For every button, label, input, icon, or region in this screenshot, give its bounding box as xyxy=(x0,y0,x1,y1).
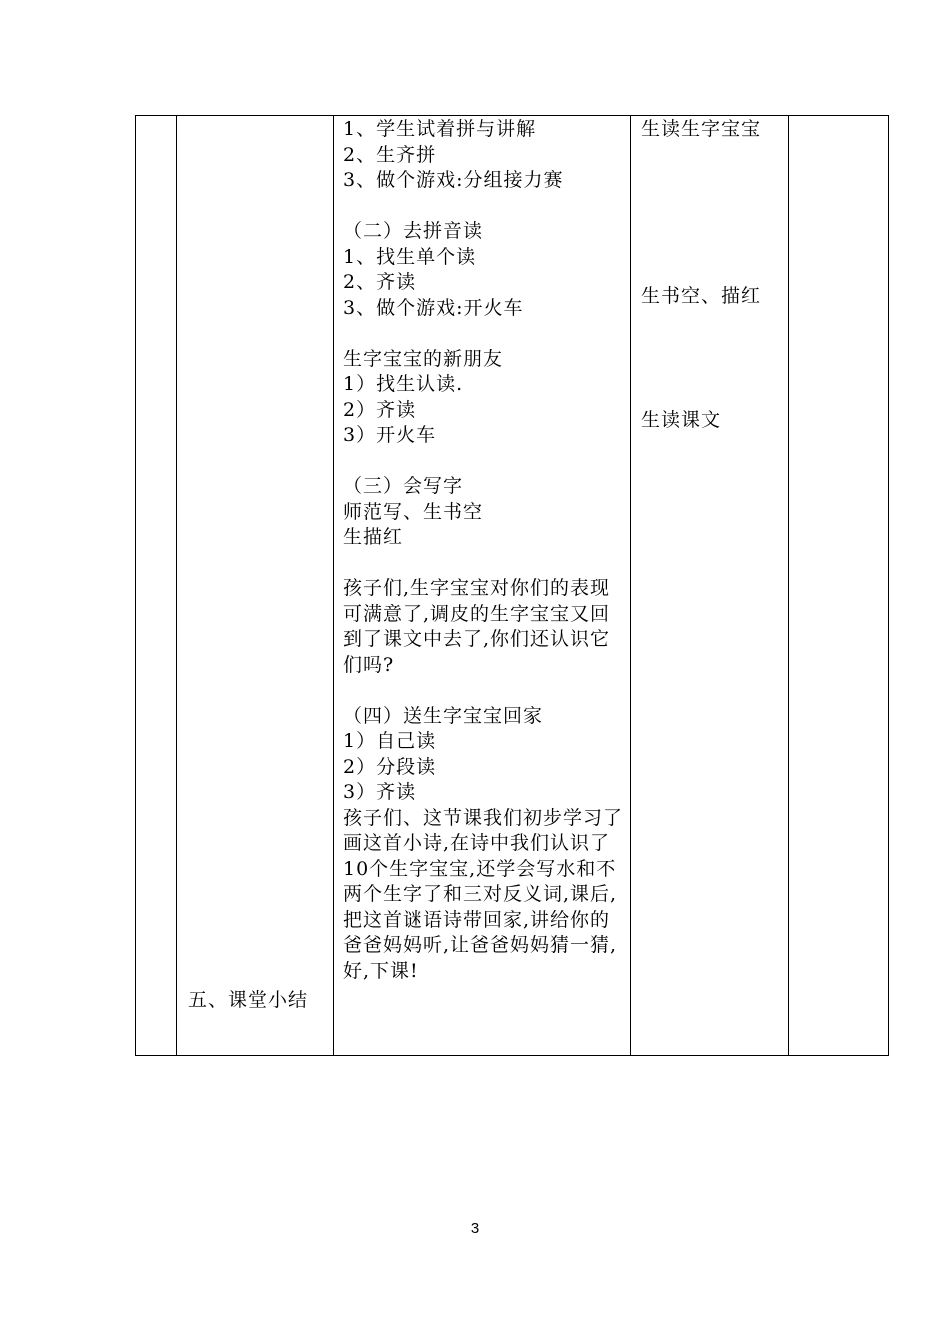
content-paragraph: 孩子们、这节课我们初步学习了画这首小诗,在诗中我们认识了10个生字宝宝,还学会写水和不两个生字了和三对反义词,课后,把这首谜语诗带回家,讲给你的爸爸妈妈听,让爸爸妈妈猜一猜,好,下课! xyxy=(343,806,624,982)
teaching-content-column xyxy=(343,117,628,984)
section-heading: （二）去拼音读 xyxy=(343,220,484,242)
content-line: 2、齐读 xyxy=(343,271,417,293)
student-activity: 生读生字宝宝 xyxy=(641,118,762,140)
student-activity: 生读课文 xyxy=(641,409,722,431)
content-line: 3、做个游戏:分组接力赛 xyxy=(343,169,564,191)
column-divider xyxy=(788,116,789,1055)
student-activity: 生书空、描红 xyxy=(641,285,762,307)
stage-label: 五、课堂小结 xyxy=(188,989,309,1011)
content-line: 1、学生试着拼与讲解 xyxy=(343,118,537,140)
content-line: 3）齐读 xyxy=(343,781,417,803)
content-line: 师范写、生书空 xyxy=(343,500,484,523)
lesson-plan-table xyxy=(135,115,889,1056)
content-line: 2）分段读 xyxy=(343,755,437,778)
content-line: 1）自己读 xyxy=(343,730,437,752)
page-number: 3 xyxy=(470,1220,480,1237)
content-line: 生描红 xyxy=(343,526,404,548)
column-divider xyxy=(630,116,631,1055)
content-line: 3）开火车 xyxy=(343,424,437,446)
section-heading: （三）会写字 xyxy=(343,475,464,497)
section-heading: 生字宝宝的新朋友 xyxy=(343,347,504,370)
column-divider xyxy=(176,116,177,1055)
section-heading: （四）送生字宝宝回家 xyxy=(343,704,544,727)
content-line: 1、找生单个读 xyxy=(343,245,477,268)
content-line: 3、做个游戏:开火车 xyxy=(343,296,524,319)
content-line: 2）齐读 xyxy=(343,398,417,421)
column-divider xyxy=(333,116,334,1055)
content-paragraph: 孩子们,生字宝宝对你们的表现可满意了,调皮的生字宝宝又回到了课文中去了,你们还认识它们吗? xyxy=(343,577,611,676)
content-line: 1）找生认读. xyxy=(343,373,464,395)
content-line: 2、生齐拼 xyxy=(343,143,437,166)
